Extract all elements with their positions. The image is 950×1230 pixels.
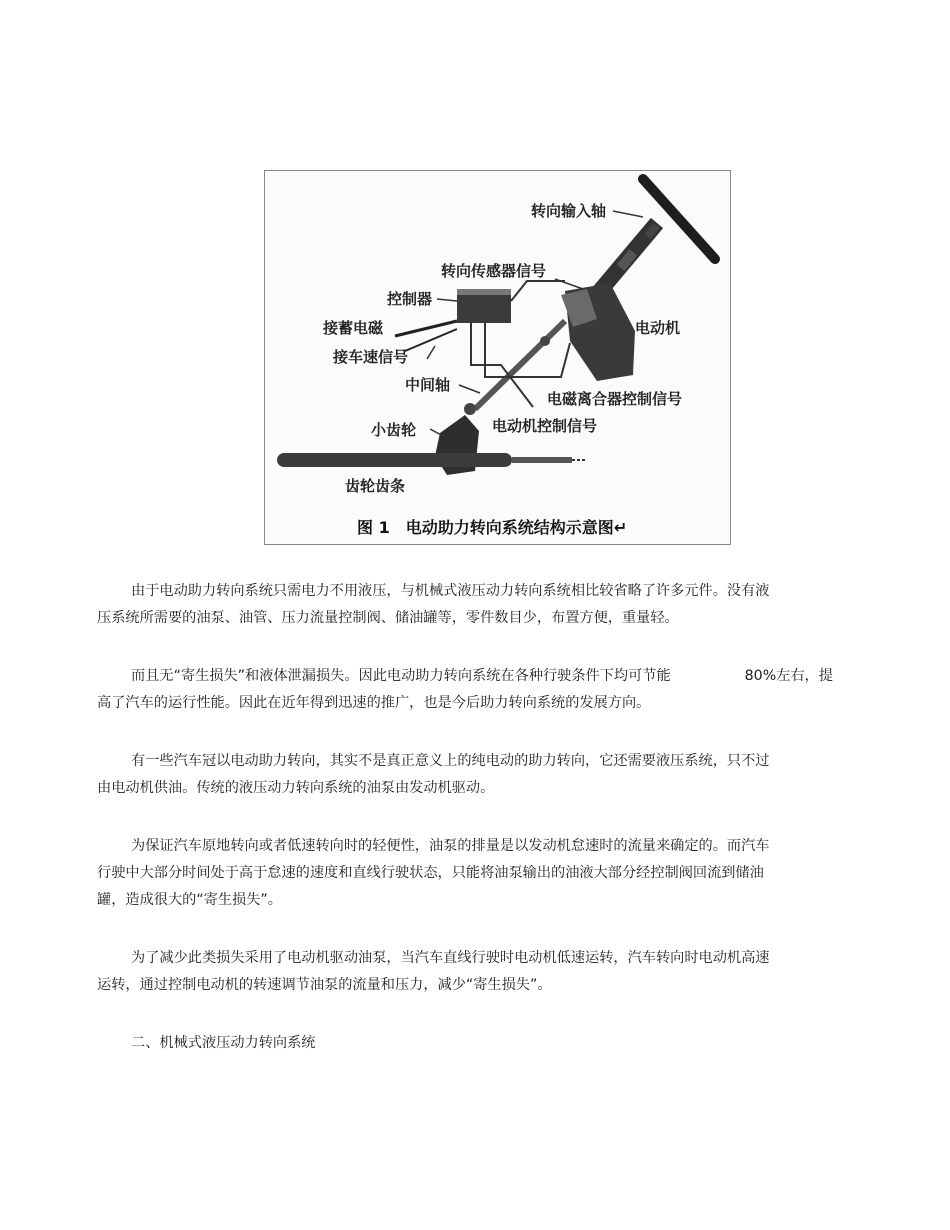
paragraph-2-line-1 bbox=[97, 663, 857, 690]
paragraph-5 bbox=[97, 945, 797, 999]
label-sensor-signal: 转向传感器信号 bbox=[441, 262, 547, 280]
label-rack: 齿轮齿条 bbox=[345, 477, 406, 495]
paragraph-1-line-1: 由于电动助力转向系统只需电力不用液压，与机械式液压动力转向系统相比较省略了许多元件。没有液 bbox=[131, 583, 770, 599]
label-motor-signal: 电动机控制信号 bbox=[492, 417, 598, 435]
section-heading-2-text: 二、机械式液压动力转向系统 bbox=[131, 1035, 316, 1051]
paragraph-3-line-1: 有一些汽车冠以电动助力转向，其实不是真正意义上的纯电动的助力转向，它还需要液压系统，只不过 bbox=[131, 753, 770, 769]
label-clutch-signal: 电磁离合器控制信号 bbox=[547, 390, 683, 408]
paragraph-2-line-1b: 80%左右，提 bbox=[744, 668, 833, 684]
paragraph-3-line-2: 由电动机供油。传统的液压动力转向系统的油泵由发动机驱动。 bbox=[97, 780, 495, 796]
paragraph-4-line-1: 为保证汽车原地转向或者低速转向时的轻便性，油泵的排量是以发动机怠速时的流量来确定的。而汽车 bbox=[131, 838, 770, 854]
paragraph-3 bbox=[97, 748, 797, 802]
label-intermediate-shaft: 中间轴 bbox=[405, 376, 451, 394]
paragraph-2-line-1a: 而且无“寄生损失”和液体泄漏损失。因此电动助力转向系统在各种行驶条件下均可节能 bbox=[131, 668, 671, 684]
section-heading-2 bbox=[97, 1030, 797, 1057]
paragraph-2-line-2: 高了汽车的运行性能。因此在近年得到迅速的推广，也是今后助力转向系统的发展方向。 bbox=[97, 695, 651, 711]
rack-rod bbox=[512, 457, 572, 463]
steering-wheel bbox=[643, 179, 715, 259]
universal-joint-lower bbox=[464, 403, 476, 415]
rack-tube bbox=[277, 453, 512, 467]
paragraph-4-line-2: 行驶中大部分时间处于高于怠速的速度和直线行驶状态，只能将油泵输出的油液大部分经控制阀回流到储油 bbox=[97, 865, 764, 881]
paragraph-4 bbox=[97, 833, 797, 914]
universal-joint-upper bbox=[540, 336, 550, 346]
paragraph-4-line-3: 罐，造成很大的“寄生损失”。 bbox=[97, 892, 282, 908]
label-battery: 接蓄电磁 bbox=[323, 319, 384, 337]
paragraph-2 bbox=[97, 663, 857, 717]
label-pinion: 小齿轮 bbox=[371, 421, 417, 439]
sensor-wire bbox=[511, 281, 565, 301]
paragraph-5-line-1: 为了减少此类损失采用了电动机驱动油泵，当汽车直线行驶时电动机低速运转，汽车转向时电动机高速 bbox=[131, 950, 770, 966]
label-input-shaft: 转向输入轴 bbox=[531, 202, 607, 220]
steering-system-figure bbox=[264, 170, 731, 545]
label-controller: 控制器 bbox=[387, 290, 433, 308]
controller-box bbox=[457, 293, 511, 323]
label-speed-signal: 接车速信号 bbox=[333, 348, 409, 366]
controller-top bbox=[457, 289, 511, 295]
paragraph-1-line-2: 压系统所需要的油泵、油管、压力流量控制阀、储油罐等，零件数目少，布置方便，重量轻。 bbox=[97, 610, 679, 626]
paragraph-5-line-2: 运转，通过控制电动机的转速调节油泵的流量和压力，减少“寄生损失”。 bbox=[97, 977, 552, 993]
label-motor: 电动机 bbox=[635, 319, 681, 337]
figure-caption: 图 1 电动助力转向系统结构示意图↵ bbox=[357, 518, 628, 537]
paragraph-1 bbox=[97, 578, 797, 632]
